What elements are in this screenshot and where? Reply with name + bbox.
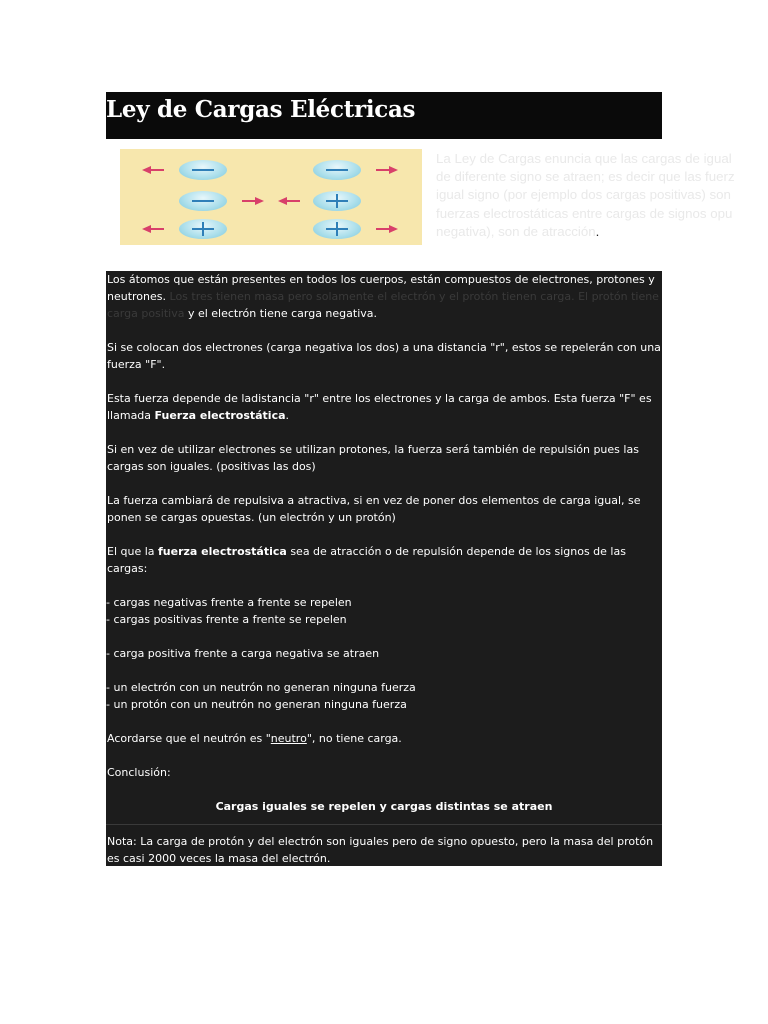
title-bar — [106, 92, 662, 139]
intro-line: fuerzas electrostáticas entre cargas de signos opu — [436, 205, 733, 221]
paragraph-conclusion-label: Conclusión: — [107, 766, 171, 779]
intro-line: La Ley de Cargas enuncia que las cargas de igual — [436, 151, 732, 166]
repel-arrow-icon — [376, 166, 398, 174]
paragraph-neutral — [106, 730, 662, 747]
list-neutron — [106, 679, 662, 713]
positive-charge-icon — [313, 219, 361, 239]
list-item: - un electrón con un neutrón no generan ninguna fuerza — [106, 681, 416, 694]
paragraph-nota: Nota: La carga de protón y del electrón son iguales pero de signo opuesto, pero la masa del protón es casi 2000 veces la masa del electrón. — [107, 835, 654, 865]
paragraph-protons: Si en vez de utilizar electrones se utilizan protones, la fuerza será también de repulsión pues las cargas son iguales. (positivas las dos) — [107, 443, 639, 473]
text-span: Esta fuerza depende de ladistancia "r" entre los electrones y la carga de ambos. Esta fuerza "F" es llamada — [107, 392, 652, 422]
repel-arrow-icon — [142, 166, 164, 174]
list-item: - un protón con un neutrón no generan ninguna fuerza — [106, 698, 407, 711]
paragraph-electrons: Si se colocan dos electrones (carga negativa los dos) a una distancia "r", estos se repelerán con una fuerza "F". — [107, 341, 661, 371]
list-item: - carga positiva frente a carga negativa se atraen — [106, 647, 380, 660]
negative-charge-icon — [313, 160, 361, 180]
text-span: sea de atracción o de repulsión depende de los signos de las cargas: — [107, 545, 626, 575]
intro-line: igual signo (por ejemplo dos cargas positivas) son — [436, 187, 731, 203]
paragraph-signs — [106, 543, 662, 577]
attract-arrow-icon — [242, 197, 264, 205]
neutro-link[interactable]: neutro — [270, 732, 307, 745]
text-span: . — [285, 409, 290, 422]
paragraph-force — [106, 390, 662, 424]
repel-arrow-icon — [142, 225, 164, 233]
bold-term: Fuerza electrostática — [154, 409, 286, 422]
text-span: Acordarse que el neutrón es " — [107, 732, 271, 745]
negative-charge-icon — [179, 191, 227, 211]
intro-text — [436, 150, 768, 242]
intro-line — [436, 223, 768, 241]
negative-charge-icon — [179, 160, 227, 180]
paragraph-attraction: La fuerza cambiará de repulsiva a atractiva, si en vez de poner dos elementos de carga igual, se ponen se cargas opuestas. (un electrón y un protón) — [107, 494, 641, 524]
page-title: Ley de Cargas Eléctricas — [106, 96, 416, 123]
attract-arrow-icon — [278, 197, 300, 205]
text-span: ", no tiene carga. — [306, 732, 402, 745]
positive-charge-icon — [313, 191, 361, 211]
bold-term: fuerza electrostática — [158, 545, 287, 558]
repel-arrow-icon — [376, 225, 398, 233]
intro-line-text: negativa), son de atracción — [436, 223, 596, 239]
paragraph-atoms — [106, 271, 662, 322]
intro-line: de diferente signo se atraen; es decir que las fuerz — [436, 169, 735, 185]
list-item: - cargas negativas frente a frente se repelen — [106, 596, 352, 609]
positive-charge-icon — [179, 219, 227, 239]
divider — [106, 824, 662, 825]
conclusion-statement: Cargas iguales se repelen y cargas distintas se atraen — [215, 800, 553, 813]
list-item: - cargas positivas frente a frente se repelen — [106, 613, 347, 626]
article-body — [106, 271, 662, 866]
text-span: Los átomos que están presentes en todos los cuerpos, están compuestos de electrones, protones y neutrones. — [107, 273, 655, 303]
text-span: y el electrón tiene carga negativa. — [184, 307, 378, 320]
charges-diagram — [120, 149, 422, 245]
dim-text-span: Los tres tienen masa pero solamente el electrón y el protón tienen carga. El protón tiene carga positiva — [107, 290, 659, 320]
intro-period: . — [595, 223, 600, 239]
list-attract — [106, 645, 662, 662]
list-repel — [106, 594, 662, 628]
text-span: El que la — [107, 545, 159, 558]
